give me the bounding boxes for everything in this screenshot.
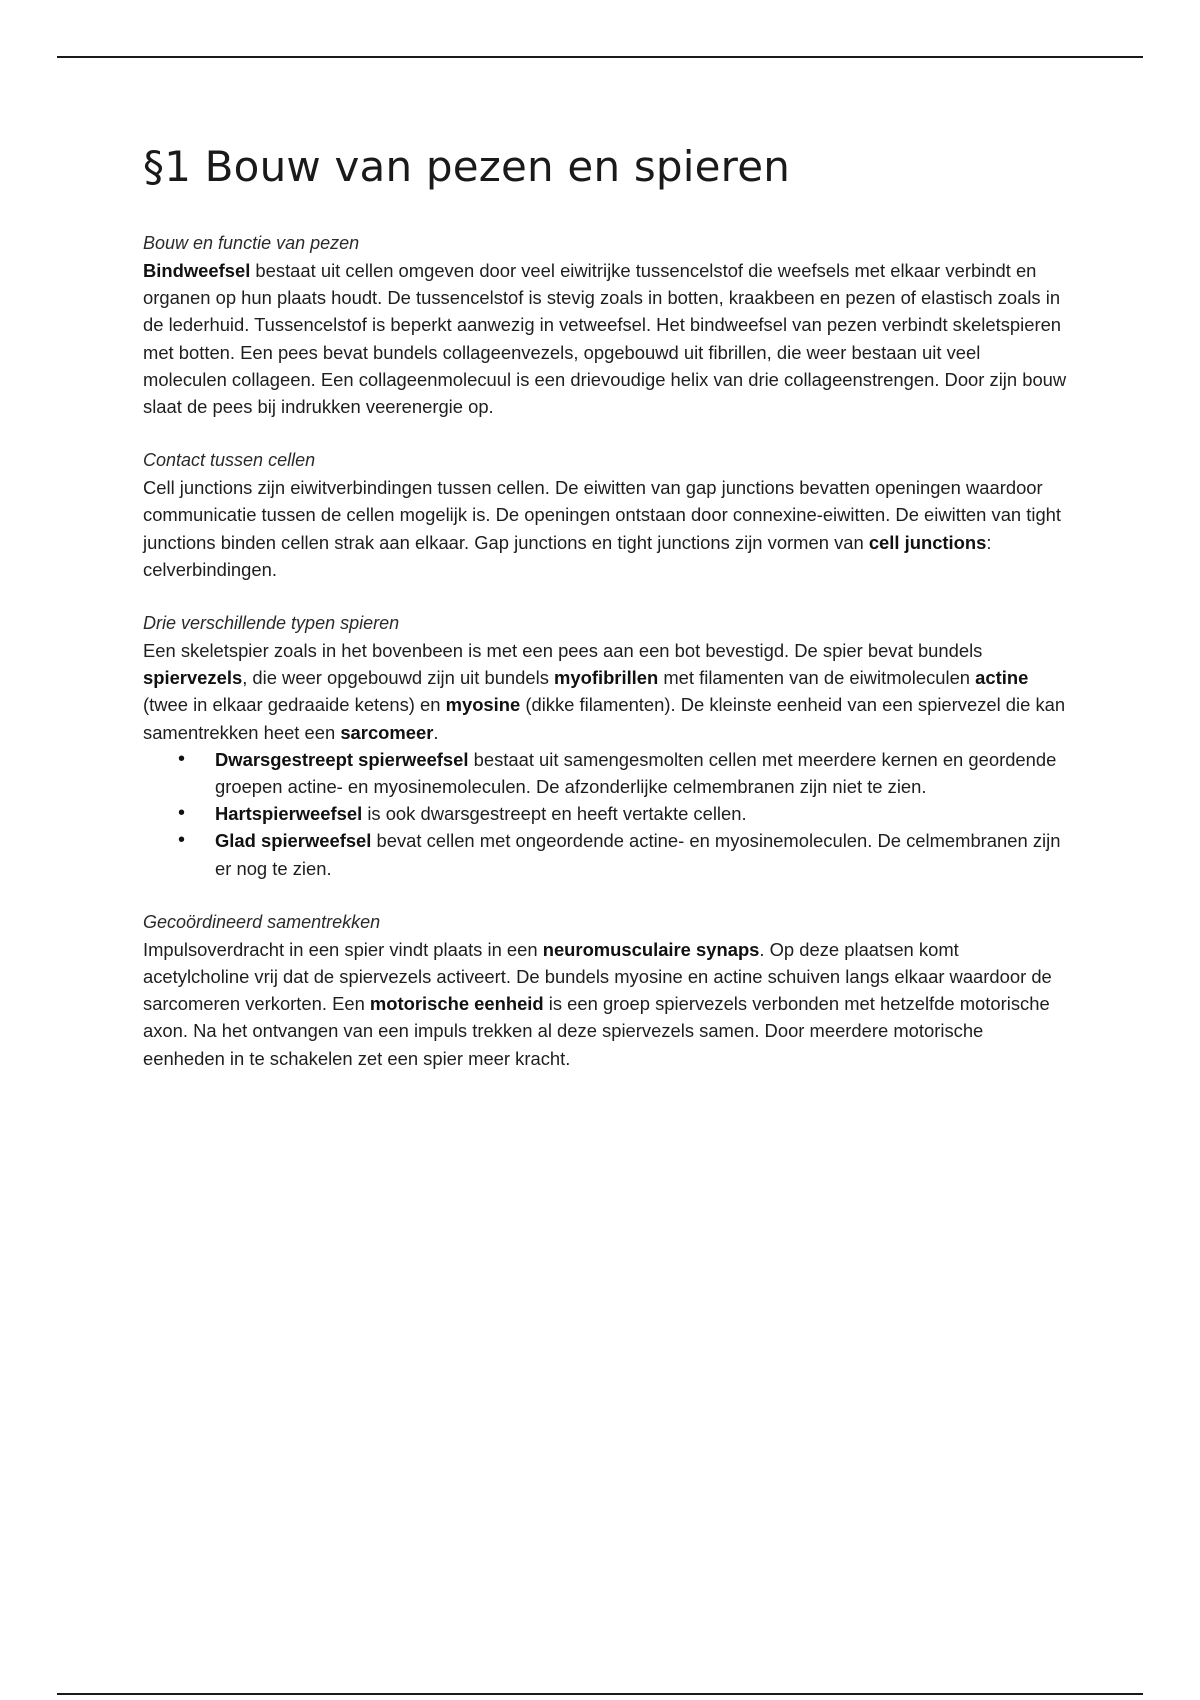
bold-term: sarcomeer [340, 721, 434, 743]
muscle-type-list [143, 746, 1068, 882]
section-samentrekken [143, 909, 1068, 1072]
section-paragraph: Cell junctions zijn eiwitverbindingen tussen cellen. De eiwitten van gap junctions bevatten openingen waardoor communicatie tussen de cellen mogelijk is. De openingen ontstaan door connexine-eiwitten. De eiwitten van tight junctions binden cellen strak aan elkaar. Gap junctions en tight junctions zijn vormen van cell junctions: celverbindingen. [143, 477, 1062, 580]
list-item: • Dwarsgestreept spierweefsel bestaat uit samengesmolten cellen met meerdere kernen en geordende groepen actine- en myosinemoleculen. De afzonderlijke celmembranen zijn niet te zien. [215, 746, 1068, 800]
section-heading: Gecoördineerd samentrekken [143, 911, 381, 932]
section-contact [143, 447, 1068, 583]
bold-term: Hartspierweefsel [215, 803, 363, 825]
bold-term: Bindweefsel [143, 260, 251, 281]
bold-term: actine [975, 667, 1029, 689]
bottom-rule [57, 1693, 1143, 1695]
bold-term: myofibrillen [554, 667, 659, 689]
top-rule [57, 56, 1143, 58]
bold-term: Dwarsgestreept spierweefsel [215, 748, 469, 770]
section-heading: Contact tussen cellen [143, 450, 316, 471]
section-heading: Drie verschillende typen spieren [143, 613, 400, 634]
bold-term: motorische eenheid [369, 993, 544, 1015]
bold-term: cell junctions [868, 531, 987, 553]
bold-term: Glad spierweefsel [215, 830, 372, 852]
bold-term: spiervezels [143, 667, 243, 689]
section-paragraph: Impulsoverdracht in een spier vindt plaats in een neuromusculaire synaps. Op deze plaatsen komt acetylcholine vrij dat de spiervezels activeert. De bundels myosine en actine schuiven langs elkaar waardoor de sarcomeren verkorten. Een motorische eenheid is een groep spiervezels verbonden met hetzelfde motorische axon. Na het ontvangen van een impuls trekken al deze spiervezels samen. Door meerdere motorische eenheden in te schakelen zet een spier meer kracht. [143, 938, 1052, 1069]
page-title: §1 Bouw van pezen en spieren [143, 142, 791, 191]
section-heading: Bouw en functie van pezen [143, 233, 360, 253]
document-body [143, 138, 1068, 1099]
list-item: • Hartspierweefsel is ook dwarsgestreept en heeft vertakte cellen. [215, 800, 1068, 827]
list-item: • Glad spierweefsel bevat cellen met ongeordende actine- en myosinemoleculen. De celmembranen zijn er nog te zien. [215, 827, 1068, 881]
section-spieren [143, 610, 1068, 882]
section-paragraph: Bindweefsel bestaat uit cellen omgeven door veel eiwitrijke tussencelstof die weefsels met elkaar verbindt en organen op hun plaats houdt. De tussencelstof is stevig zoals in botten, kraakbeen en pezen of elastisch zoals in de lederhuid. Tussencelstof is beperkt aanwezig in vetweefsel. Het bindweefsel van pezen verbindt skeletspieren met botten. Een pees bevat bundels collageenvezels, opgebouwd uit fibrillen, die weer bestaan uit veel moleculen collageen. Een collageenmolecuul is een drievoudige helix van drie collageenstrengen. Door zijn bouw slaat de pees bij indrukken veerenergie op. [143, 260, 1067, 418]
section-pezen [143, 230, 1068, 420]
section-paragraph: Een skeletspier zoals in het bovenbeen is met een pees aan een bot bevestigd. De spier bevat bundels spiervezels, die weer opgebouwd zijn uit bundels myofibrillen met filamenten van de eiwitmoleculen actine (twee in elkaar gedraaide ketens) en myosine (dikke filamenten). De kleinste eenheid van een spiervezel die kan samentrekken heet een sarcomeer. [143, 640, 1066, 743]
bold-term: myosine [445, 694, 521, 716]
bold-term: neuromusculaire synaps [542, 938, 760, 960]
